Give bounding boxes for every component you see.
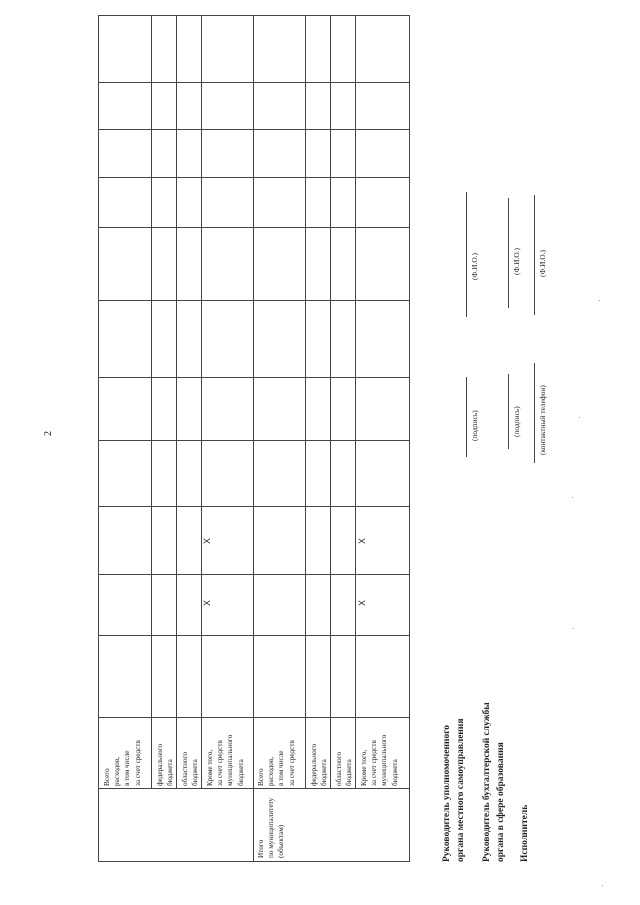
page-number: 2 [43,431,54,436]
phone-caption: (контактный телефон) [538,385,547,455]
row-label-federal: федерального бюджета [310,743,329,786]
table-col-divider [99,227,409,228]
table-row-divider [201,16,202,789]
scan-speck [572,497,573,498]
table-col-divider [99,635,409,636]
table-col-divider [99,440,409,441]
cross-mark: X [357,537,367,544]
table-col-divider [99,506,409,507]
row-label-regional: областного бюджета [181,752,200,786]
scan-speck [579,417,580,418]
name-caption: (Ф.И.О.) [470,253,479,280]
scan-speck [573,628,574,629]
row-label-municipal: Кроме того, за счет средств муниципального бюджета [206,734,245,786]
table-row-divider [355,16,356,789]
table-row-divider [151,16,152,789]
signature-line [508,374,509,449]
group-label-total: Итого по муниципалитету (объектам) [257,797,286,858]
executor-title: Исполнитель [520,804,530,862]
scan-speck [599,300,600,301]
table-col-divider [99,177,409,178]
name-caption: (Ф.И.О.) [538,250,547,277]
table-row-divider [305,16,306,789]
table-col-divider [99,377,409,378]
signature-caption: (подпись) [470,410,479,441]
cross-mark: X [357,599,367,606]
name-caption: (Ф.И.О.) [512,248,521,275]
signature-caption: (подпись) [512,406,521,437]
table-col-divider [99,300,409,301]
row-label-municipal: Кроме того, за счет средств муниципального бюджета [360,734,399,786]
row-label-total: Всего расходов, в том числе за счет средств [103,740,142,786]
head-accounting-title: Руководитель бухгалтерской службы органа в сфере образования [482,702,506,862]
table-row-divider [176,16,177,789]
signature-line [466,377,467,457]
name-line [466,192,467,317]
scan-speck [602,885,603,886]
head-authority-title: Руководитель уполномоченного органа местного самоуправления [442,718,466,862]
cross-mark: X [202,599,212,606]
name-line [534,195,535,315]
row-label-federal: федерального бюджета [156,743,175,786]
phone-line [534,363,535,463]
table-row-divider [330,16,331,789]
table-col-divider [99,129,409,130]
cross-mark: X [202,537,212,544]
table-col-divider [99,788,409,789]
table-col-divider [99,82,409,83]
row-label-total: Всего расходов, в том числе за счет средств [257,740,296,786]
name-line [508,198,509,308]
table-col-divider [99,574,409,575]
budget-table [98,15,410,862]
table-col-divider [99,717,409,718]
table-group-divider [253,16,254,861]
row-label-regional: областного бюджета [335,752,354,786]
